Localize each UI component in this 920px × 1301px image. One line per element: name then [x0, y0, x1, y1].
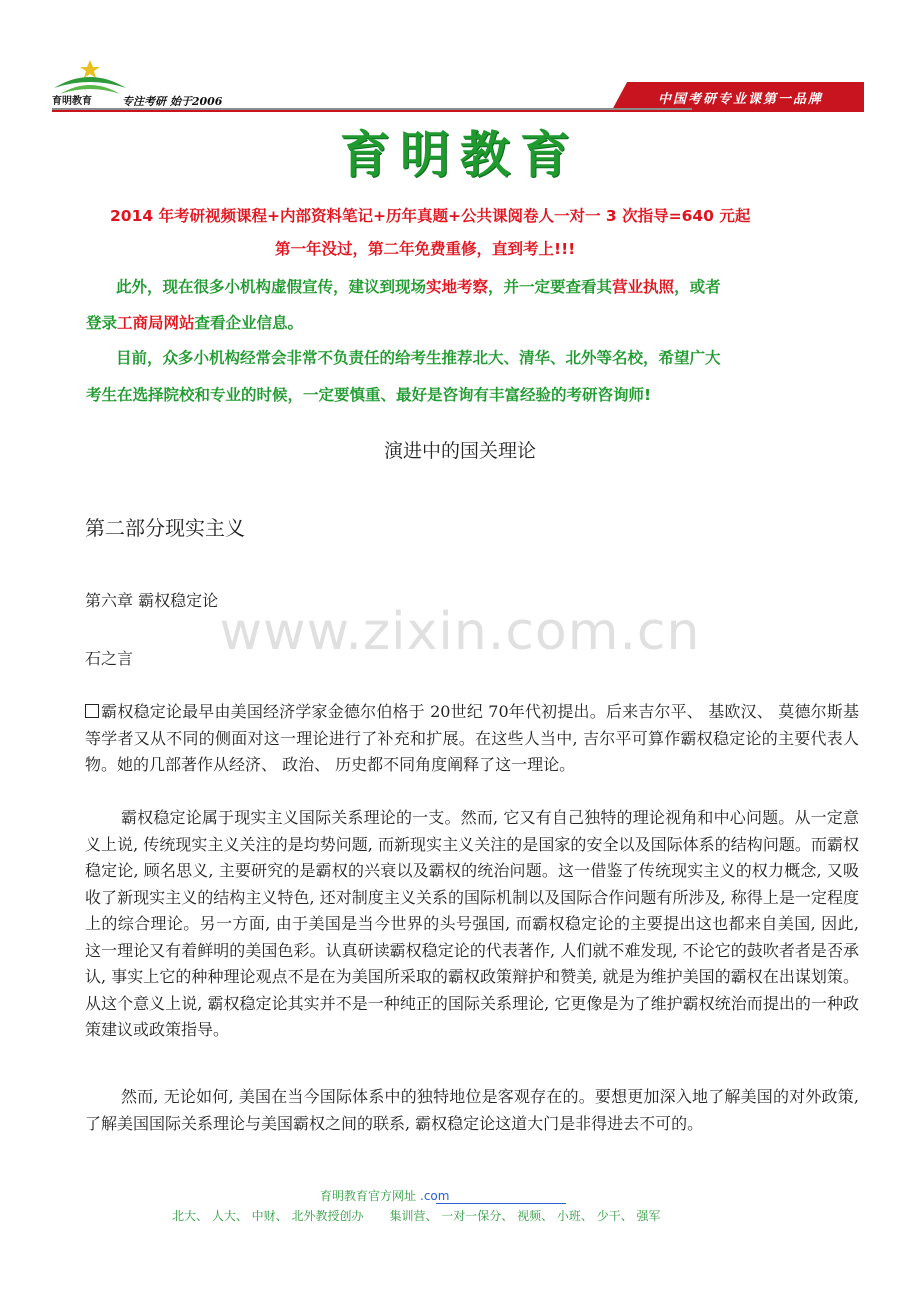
ad-line-5: 目前，众多小机构经常会非常不负责任的给考生推荐北大、清华、北外等名校，希望广大 — [116, 349, 721, 367]
part-heading: 第二部分现实主义 — [85, 516, 245, 540]
ad-line-3-b: 实地考察 — [426, 278, 489, 296]
paragraph-1 — [85, 699, 859, 779]
author-name: 石之言 — [85, 649, 134, 668]
slogan-text: 中国考研专业课第一品牌 — [658, 92, 824, 107]
ad-line-4-c: 查看企业信息。 — [194, 314, 304, 332]
ad-line-3-e: ，或者 — [674, 278, 721, 296]
watermark: www.zixin.com.cn — [219, 602, 701, 662]
footer-services-a: 北大、 人大、 中财、 北外教授创办 — [172, 1209, 364, 1223]
ad-line-2: 第一年没过，第二年免费重修，直到考上!!! — [275, 240, 576, 258]
footer-link-underline — [436, 1203, 566, 1204]
logo-text: 育明教育 — [52, 96, 92, 107]
paragraph-2: 霸权稳定论属于现实主义国际关系理论的一支。然而, 它又有自己独特的理论视角和中心问题。从一定意义上说, 传统现实主义关注的是均势问题, 而新现实主义关注的是国家的安全以及国际体系的结构问题。而霸权稳定论, 顾名思义, 主要研究的是霸权的兴衰以及霸权的统治问题。这一借鉴了传统现实主义的权力概念, 又吸收了新现实主义的结构主义特色, 还对制度主义关系的国际机制以及国际合作问题有所涉及, 称得上是一定程度上的综合理论。另一方面, 由于美国是当今世界的头号强国, 而霸权稳定论的主要提出这也都来自美国, 因此, 这一理论又有着鲜明的美国色彩。认真研读霸权稳定论的代表著作, 人们就不难发现, 不论它的鼓吹者者是否承认, 事实上它的种种理论观点不是在为美国所采取的霸权政策辩护和赞美, 就是为维护美国的霸权在出谋划策。从这个意义上说, 霸权稳定论其实并不是一种纯正的国际关系理论, 它更像是为了维护霸权统治而提出的一种政策建议或政策指导。 — [85, 808, 859, 1039]
brand-title: 育明教育 — [340, 125, 580, 184]
ad-line-4-a: 登录 — [86, 314, 118, 332]
ad-line-1: 2014 年考研视频课程+内部资料笔记+历年真题+公共课阅卷人一对一 3 次指导=640 元起 — [110, 207, 751, 225]
ad-line-6: 考生在选择院校和专业的时候，一定要慎重、最好是咨询有丰富经验的考研咨询师! — [86, 386, 652, 404]
header-banner — [0, 0, 920, 115]
chapter-heading: 第六章 霸权稳定论 — [85, 591, 219, 610]
footer-services — [172, 1207, 661, 1224]
paragraph-1-text: 霸权稳定论最早由美国经济学家金德尔伯格于 20世纪 70年代初提出。后来吉尔平、 基欧汉、 莫德尔斯基等学者又从不同的侧面对这一理论进行了补充和扩展。在这些人当中, 吉尔平可算作霸权稳定论的主要代表人物。她的几部著作从经济、 政治、 历史都不同角度阐释了这一理论。 — [85, 702, 859, 774]
ad-line-3 — [116, 277, 721, 297]
document-title: 演进中的国关理论 — [383, 440, 536, 462]
paragraph-3: 然而, 无论如何, 美国在当今国际体系中的独特地位是客观存在的。要想更加深入地了解美国的对外政策, 了解美国国际关系理论与美国霸权之间的联系, 霸权稳定论这道大门是非得进去不可的。 — [85, 1087, 859, 1133]
header-divider-red — [52, 110, 864, 112]
ad-line-3-c: ，并一定要查看其 — [488, 278, 613, 296]
ad-line-3-d: 营业执照 — [612, 278, 675, 296]
ad-line-4-b: 工商局网站 — [117, 314, 195, 332]
checkbox-glyph-icon — [85, 704, 99, 718]
footer-site — [320, 1187, 449, 1204]
ad-line-4 — [86, 313, 303, 333]
ad-line-3-a: 此外，现在很多小机构虚假宣传，建议到现场 — [116, 278, 427, 296]
tagline: 专注考研 始于2006 — [122, 95, 223, 108]
footer-site-link[interactable]: .com — [420, 1189, 450, 1203]
footer-site-label: 育明教育官方网址 — [320, 1189, 417, 1203]
footer-services-b: 集训营、 一对一保分、 视频、 小班、 少干、 强军 — [389, 1209, 661, 1223]
